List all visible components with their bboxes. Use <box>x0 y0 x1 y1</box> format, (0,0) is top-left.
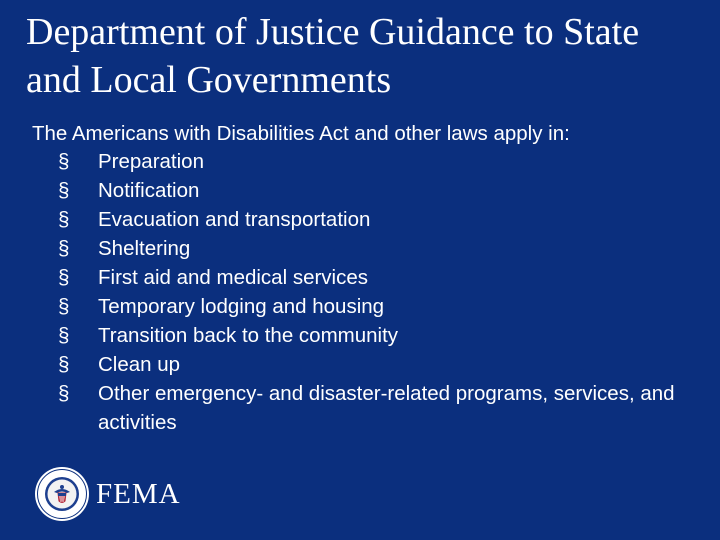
dhs-seal-icon <box>34 466 90 522</box>
list-item <box>58 234 678 263</box>
list-item-text: Temporary lodging and housing <box>98 295 385 318</box>
bullet-marker: § <box>58 208 70 231</box>
list-item-text: Evacuation and transportation <box>98 208 371 231</box>
list-item <box>58 321 678 350</box>
intro-text: The Americans with Disabilities Act and other laws apply in: <box>32 122 570 145</box>
fema-wordmark: FEMA <box>96 477 181 510</box>
list-item-text: Preparation <box>98 150 204 173</box>
slide-title-line-1: Department of Justice Guidance to State <box>26 11 640 53</box>
list-item <box>58 205 678 234</box>
list-item <box>58 147 678 176</box>
list-item-text: Sheltering <box>98 237 191 260</box>
bullet-marker: § <box>58 179 70 202</box>
list-item-text: Other emergency- and disaster-related programs, services, and activities <box>98 382 675 434</box>
bullet-marker: § <box>58 266 70 289</box>
list-item-text: Transition back to the community <box>98 324 399 347</box>
list-item-text: Notification <box>98 179 200 202</box>
slide-title-line-2: and Local Governments <box>26 59 392 101</box>
list-item-text: First aid and medical services <box>98 266 369 289</box>
footer-logo <box>34 466 181 522</box>
bullet-marker: § <box>58 353 70 376</box>
list-item <box>58 350 678 379</box>
slide-title <box>26 8 716 104</box>
bullet-marker: § <box>58 150 70 173</box>
list-item <box>58 263 678 292</box>
list-item <box>58 379 678 437</box>
bullet-marker: § <box>58 295 70 318</box>
bullet-marker: § <box>58 237 70 260</box>
list-item <box>58 292 678 321</box>
list-item <box>58 176 678 205</box>
bullet-marker: § <box>58 382 70 405</box>
list-item-text: Clean up <box>98 353 181 376</box>
bullet-list <box>58 147 678 437</box>
bullet-marker: § <box>58 324 70 347</box>
